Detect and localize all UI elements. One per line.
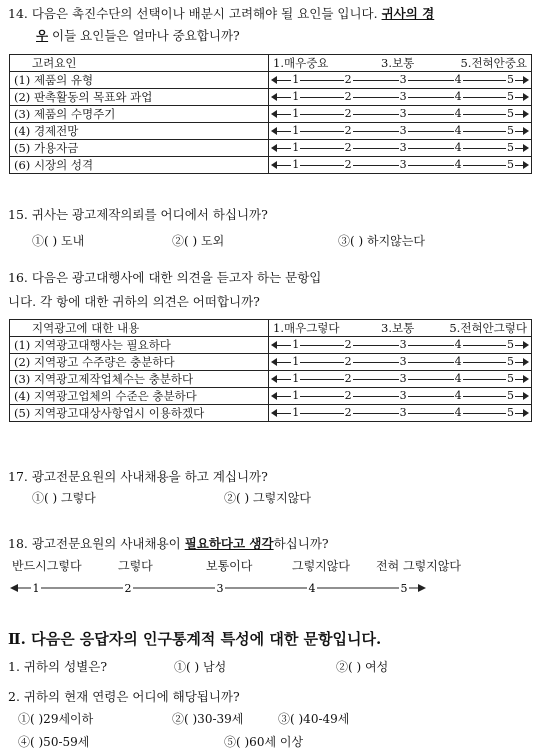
scale-point-1[interactable]: 1: [292, 90, 300, 103]
scale-point-1[interactable]: 1: [292, 355, 300, 368]
scale-point-1[interactable]: 1: [292, 389, 300, 402]
q16-row-label: (5) 지역광고대상사항업시 이용하겠다: [10, 405, 269, 422]
scale-point-5[interactable]: 5: [507, 355, 515, 368]
q14-row: [10, 106, 532, 123]
scale-point-2[interactable]: 2: [344, 158, 352, 171]
scale-point-3[interactable]: 3: [399, 355, 407, 368]
q16-row-scale: [269, 388, 532, 405]
q16-row-label: (1) 지역광고대행사는 필요하다: [10, 337, 269, 354]
q14-row: [10, 140, 532, 157]
scale-point-5[interactable]: 5: [507, 389, 515, 402]
scale-point-2[interactable]: 2: [344, 124, 352, 137]
q16-header-content: 지역광고에 대한 내용: [10, 320, 269, 337]
q18-point-1[interactable]: 1: [32, 582, 40, 595]
scale-point-4[interactable]: 4: [454, 158, 462, 171]
q14-row-label: (4) 경제전망: [10, 123, 269, 140]
scale-point-1[interactable]: 1: [292, 372, 300, 385]
arrow-right-icon: [523, 161, 529, 169]
scale-point-3[interactable]: 3: [399, 372, 407, 385]
scale-point-1[interactable]: 1: [292, 124, 300, 137]
arrow-left-icon: [271, 409, 277, 417]
q14-row-label: (2) 판촉활동의 목표와 과업: [10, 89, 269, 106]
scale-point-2[interactable]: 2: [344, 141, 352, 154]
q16-header-3: 3.보통: [381, 321, 415, 335]
scale-point-2[interactable]: 2: [344, 107, 352, 120]
q18-point-2[interactable]: 2: [124, 582, 132, 595]
arrow-left-icon: [271, 76, 277, 84]
q14-row-scale: [269, 123, 532, 140]
q16-row-scale: [269, 371, 532, 388]
age-option-2[interactable]: ②( )30-39세: [172, 712, 244, 726]
scale-point-4[interactable]: 4: [454, 355, 462, 368]
q18-point-3[interactable]: 3: [216, 582, 224, 595]
scale-point-2[interactable]: 2: [344, 355, 352, 368]
arrow-left-icon: [271, 93, 277, 101]
q18-label-2: 그렇다: [118, 559, 153, 573]
scale-point-3[interactable]: 3: [399, 158, 407, 171]
section2-title: Ⅱ. 다음은 응답자의 인구통계적 특성에 대한 문항입니다.: [8, 630, 382, 648]
arrow-left-icon: [271, 341, 277, 349]
q16-row-label: (3) 지역광고제작업체수는 충분하다: [10, 371, 269, 388]
scale-point-2[interactable]: 2: [344, 389, 352, 402]
scale-point-5[interactable]: 5: [507, 141, 515, 154]
q14-question-cont: 우 이들 요인들은 얼마나 중요합니까?: [36, 28, 240, 43]
arrow-right-icon: [523, 409, 529, 417]
q18-label-4: 그렇지않다: [292, 559, 350, 573]
arrow-left-icon: [271, 110, 277, 118]
q14-row-label: (5) 가용자금: [10, 140, 269, 157]
q14-question: 14. 다음은 촉진수단의 선택이나 배분시 고려해야 될 요인들 입니다. 귀사의 경: [8, 6, 435, 21]
scale-point-5[interactable]: 5: [507, 90, 515, 103]
section2-q2: 2. 귀하의 현재 연령은 어디에 해당됩니까?: [8, 689, 240, 704]
q14-header-1: 1.매우중요: [273, 56, 329, 70]
section2-q1: 1. 귀하의 성별은?: [8, 659, 108, 674]
q18-point-4[interactable]: 4: [308, 582, 316, 595]
arrow-right-icon: [523, 375, 529, 383]
q14-row: [10, 123, 532, 140]
q16-question-cont: 니다. 각 항에 대한 귀하의 의견은 어떠합니까?: [8, 294, 260, 309]
arrow-right-icon: [523, 110, 529, 118]
gender-option-female[interactable]: ②( ) 여성: [336, 660, 389, 674]
q16-row: [10, 337, 532, 354]
arrow-left-icon: [271, 375, 277, 383]
q18-question: 18. 광고전문요원의 사내채용이 필요하다고 생각하십니까?: [8, 536, 329, 551]
q14-header-scale: [269, 55, 532, 72]
scale-point-3[interactable]: 3: [399, 90, 407, 103]
q14-header-3: 3.보통: [381, 56, 415, 70]
arrow-right-icon: [523, 93, 529, 101]
scale-point-2[interactable]: 2: [344, 372, 352, 385]
scale-point-5[interactable]: 5: [507, 107, 515, 120]
q14-row: [10, 72, 532, 89]
q14-row-scale: [269, 157, 532, 174]
scale-point-4[interactable]: 4: [454, 124, 462, 137]
arrow-right-icon: [523, 358, 529, 366]
q16-row: [10, 388, 532, 405]
arrow-right-icon: [523, 127, 529, 135]
arrow-right-icon: [523, 144, 529, 152]
scale-point-1[interactable]: 1: [292, 141, 300, 154]
q14-row: [10, 157, 532, 174]
q14-header-5: 5.전혀안중요: [460, 56, 527, 70]
q16-header-scale: [269, 320, 532, 337]
q16-table: [9, 319, 532, 422]
q16-row-scale: [269, 405, 532, 422]
scale-point-5[interactable]: 5: [507, 406, 515, 419]
scale-point-2[interactable]: 2: [344, 90, 352, 103]
scale-point-4[interactable]: 4: [454, 389, 462, 402]
q14-row-label: (1) 제품의 유형: [10, 72, 269, 89]
q16-header-1: 1.매우그렇다: [273, 321, 340, 335]
q15-question: 15. 귀사는 광고제작의뢰를 어디에서 하십니까?: [8, 207, 268, 222]
q16-row: [10, 371, 532, 388]
scale-point-4[interactable]: 4: [454, 107, 462, 120]
scale-point-3[interactable]: 3: [399, 406, 407, 419]
q15-option-3[interactable]: ③( ) 하지않는다: [338, 234, 425, 248]
q16-row-label: (2) 지역광고 수주량은 충분하다: [10, 354, 269, 371]
q17-question: 17. 광고전문요원의 사내채용을 하고 계십니까?: [8, 469, 268, 484]
age-option-5[interactable]: ⑤( )60세 이상: [224, 735, 304, 749]
arrow-left-icon: [271, 161, 277, 169]
age-option-3[interactable]: ③( )40-49세: [278, 712, 350, 726]
q16-row-scale: [269, 337, 532, 354]
q14-table: [9, 54, 532, 174]
q16-row-label: (4) 지역광고업체의 수준은 충분하다: [10, 388, 269, 405]
gender-option-male[interactable]: ①( ) 남성: [174, 660, 227, 674]
scale-point-1[interactable]: 1: [292, 107, 300, 120]
q18-label-5: 전혀 그렇지않다: [376, 559, 461, 573]
scale-point-3[interactable]: 3: [399, 73, 407, 86]
q14-header-factor: 고려요인: [10, 55, 269, 72]
q14-row-scale: [269, 106, 532, 123]
scale-point-3[interactable]: 3: [399, 124, 407, 137]
scale-point-2[interactable]: 2: [344, 73, 352, 86]
arrow-left-icon: [271, 127, 277, 135]
scale-point-1[interactable]: 1: [292, 406, 300, 419]
q18-scale: [10, 578, 430, 598]
q14-row-label: (6) 시장의 성격: [10, 157, 269, 174]
arrow-left-icon: [271, 358, 277, 366]
scale-point-3[interactable]: 3: [399, 389, 407, 402]
q14-row-scale: [269, 140, 532, 157]
scale-point-3[interactable]: 3: [399, 338, 407, 351]
q18-arrow-left: [10, 584, 18, 592]
age-option-1[interactable]: ①( )29세이하: [18, 712, 94, 726]
scale-point-5[interactable]: 5: [507, 73, 515, 86]
q18-label-1: 반드시그렇다: [12, 559, 82, 573]
q15-option-2[interactable]: ②( ) 도외: [172, 234, 225, 248]
arrow-right-icon: [523, 341, 529, 349]
scale-point-2[interactable]: 2: [344, 406, 352, 419]
scale-point-4[interactable]: 4: [454, 73, 462, 86]
scale-point-5[interactable]: 5: [507, 372, 515, 385]
arrow-right-icon: [523, 76, 529, 84]
q14-row-scale: [269, 72, 532, 89]
q16-header-5: 5.전혀안그렇다: [449, 321, 527, 335]
arrow-right-icon: [523, 392, 529, 400]
q14-row-label: (3) 제품의 수명주기: [10, 106, 269, 123]
age-option-4[interactable]: ④( )50-59세: [18, 735, 90, 749]
scale-point-4[interactable]: 4: [454, 141, 462, 154]
scale-point-3[interactable]: 3: [399, 141, 407, 154]
scale-point-4[interactable]: 4: [454, 338, 462, 351]
scale-point-4[interactable]: 4: [454, 406, 462, 419]
scale-point-1[interactable]: 1: [292, 73, 300, 86]
scale-point-5[interactable]: 5: [507, 124, 515, 137]
scale-point-1[interactable]: 1: [292, 338, 300, 351]
q16-question: 16. 다음은 광고대행사에 대한 의견을 듣고자 하는 문항입: [8, 270, 322, 285]
q18-point-5[interactable]: 5: [400, 582, 408, 595]
q15-option-1[interactable]: ①( ) 도내: [32, 234, 85, 248]
q14-row: [10, 89, 532, 106]
q14-row-scale: [269, 89, 532, 106]
scale-point-2[interactable]: 2: [344, 338, 352, 351]
scale-point-4[interactable]: 4: [454, 372, 462, 385]
scale-point-5[interactable]: 5: [507, 338, 515, 351]
q16-row-scale: [269, 354, 532, 371]
q18-arrow-right: [418, 584, 426, 592]
q17-option-2[interactable]: ②( ) 그렇지않다: [224, 491, 311, 505]
scale-point-4[interactable]: 4: [454, 90, 462, 103]
scale-point-1[interactable]: 1: [292, 158, 300, 171]
q18-label-3: 보통이다: [206, 559, 253, 573]
scale-point-3[interactable]: 3: [399, 107, 407, 120]
scale-point-5[interactable]: 5: [507, 158, 515, 171]
q17-option-1[interactable]: ①( ) 그렇다: [32, 491, 96, 505]
arrow-left-icon: [271, 392, 277, 400]
q16-row: [10, 405, 532, 422]
arrow-left-icon: [271, 144, 277, 152]
q16-row: [10, 354, 532, 371]
